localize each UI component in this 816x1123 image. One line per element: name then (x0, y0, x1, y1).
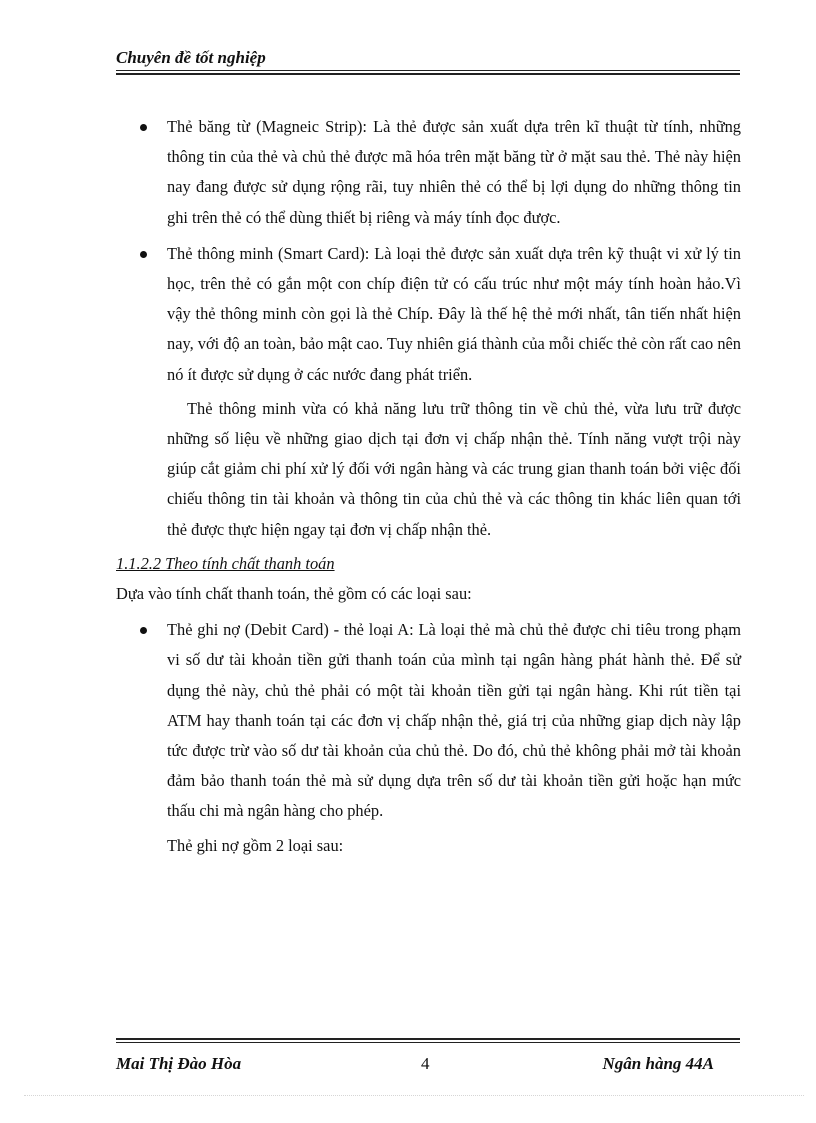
footer-author: Mai Thị Đào Hòa (116, 1054, 242, 1073)
footer (116, 1054, 740, 1078)
section-subheading: 1.1.2.2 Theo tính chất thanh toán (116, 553, 335, 573)
footer-rule-thick (116, 1038, 740, 1040)
paragraph-smart-card-detail: Thẻ thông minh vừa có khả năng lưu trữ thông tin về chủ thẻ, vừa lưu trữ được những số liệu về những giao dịch tại đơn vị chấp nhận thẻ. Tính năng vượt trội này giúp cắt giảm chi phí xử lý đối với ngân hàng và các trung gian thanh toán bởi việc đối chiếu thông tin tài khoản và thông tin của chủ thẻ và các thông tin khác liên quan tới thẻ được thực hiện ngay tại đơn vị chấp nhận thẻ. (167, 398, 741, 539)
section-intro: Dựa vào tính chất thanh toán, thẻ gồm có các loại sau: (116, 584, 472, 604)
footer-rule-thin (116, 1042, 740, 1043)
bullet-text: Thẻ băng từ (Magneic Strip): Là thẻ được sản xuất dựa trên kĩ thuật từ tính, những thông tin của thẻ và chủ thẻ được mã hóa trên mặt băng từ ở mặt sau thẻ. Thẻ này hiện nay đang được sử dụng rộng rãi, tuy nhiên thẻ có thể bị lợi dụng do những thông tin ghi trên thẻ có thể dùng thiết bị riêng và máy tính đọc được. (167, 117, 741, 227)
bullet-item-smart-card (116, 239, 741, 390)
bullet-item-debit-card (116, 615, 741, 826)
page-bottom-border (24, 1095, 804, 1096)
header-rule-thin (116, 70, 740, 71)
bullet-icon (140, 627, 147, 634)
bullet-text: Thẻ thông minh (Smart Card): Là loại thẻ được sản xuất dựa trên kỹ thuật vi xử lý tin học, trên thẻ có gắn một con chíp điện tử có cấu trúc như một máy tính hoàn hảo.Vì vậy thẻ thông minh còn gọi là thẻ Chíp. Đây là thế hệ thẻ mới nhất, tân tiến nhất hiện nay, với độ an toàn, bảo mật cao. Tuy nhiên giá thành của mỗi chiếc thẻ còn rất cao nên nó ít được sử dụng ở các nước đang phát triển. (167, 243, 741, 384)
body-text (116, 112, 741, 861)
header-rule-thick (116, 73, 740, 75)
bullet-icon (140, 251, 147, 258)
bullet-item-magnetic-strip (116, 112, 741, 233)
footer-organization: Ngân hàng 44A (602, 1054, 714, 1073)
bullet-text: Thẻ ghi nợ (Debit Card) - thẻ loại A: Là loại thẻ mà chủ thẻ được chi tiêu trong phạm vi số dư tài khoản tiền gửi thanh toán của mình tại ngân hàng phát hành thẻ. Để sử dụng thẻ này, chủ thẻ phải có một tài khoản tiền gửi tại ngân hàng. Khi rút tiền tại ATM hay thanh toán tại các đơn vị chấp nhận thẻ, giá trị của những giap dịch này lập tức được trừ vào số dư tài khoản của chủ thẻ. Do đó, chủ thẻ không phải mở tài khoản đảm bảo thanh toán thẻ mà sử dụng dựa trên số dư tài khoản tiền gửi hoặc hạn mức thấu chi mà ngân hàng cho phép. (167, 620, 741, 821)
header-title: Chuyên đề tốt nghiệp (116, 48, 266, 67)
page-number: 4 (421, 1054, 430, 1073)
bullet-icon (140, 124, 147, 131)
sub-note: Thẻ ghi nợ gồm 2 loại sau: (167, 835, 344, 855)
